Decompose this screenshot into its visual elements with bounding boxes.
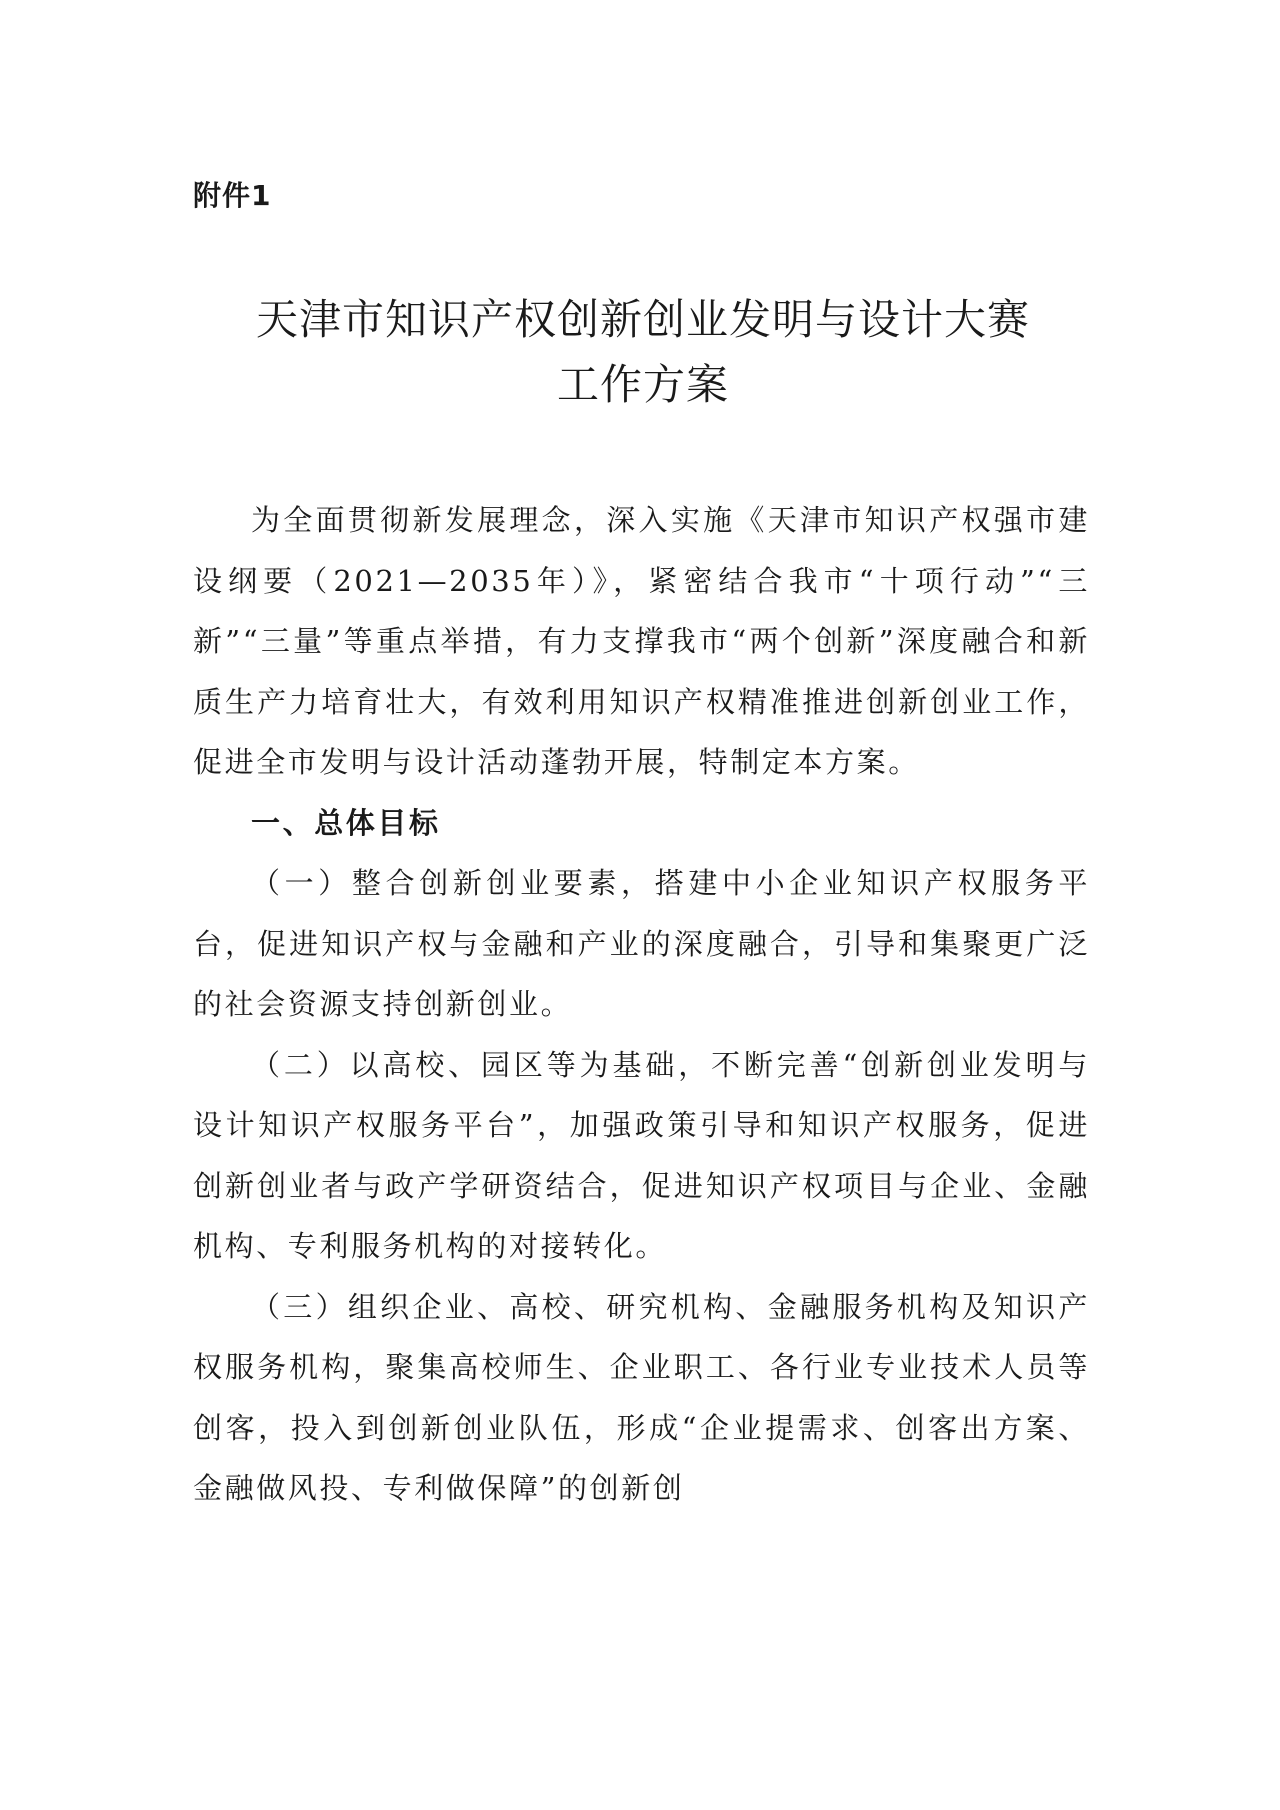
document-title-line-2: 工作方案 bbox=[556, 360, 729, 409]
goal-item-1: （一）整合创新创业要素，搭建中小企业知识产权服务平台，促进知识产权与金融和产业的深度融合，引导和集聚更广泛的社会资源支持创新创业。 bbox=[193, 866, 1090, 1021]
document-body bbox=[193, 490, 1090, 1519]
intro-paragraph: 为全面贯彻新发展理念，深入实施《天津市知识产权强市建设纲要（2021—2035年）》，紧密结合我市“十项行动”“三新”“三量”等重点举措，有力支撑我市“两个创新”深度融合和新质生产力培育壮大，有效利用知识产权精准推进创新创业工作，促进全市发明与设计活动蓬勃开展，特制定本方案。 bbox=[193, 503, 1090, 779]
goal-item-3: （三）组织企业、高校、研究机构、金融服务机构及知识产权服务机构，聚集高校师生、企业职工、各行业专业技术人员等创客，投入到创新创业队伍，形成“企业提需求、创客出方案、金融做风投、专利做保障”的创新创 bbox=[193, 1289, 1090, 1505]
goal-item-2: （二）以高校、园区等为基础，不断完善“创新创业发明与设计知识产权服务平台”，加强政策引导和知识产权服务，促进创新创业者与政产学研资结合，促进知识产权项目与企业、金融机构、专利服务机构的对接转化。 bbox=[193, 1047, 1090, 1263]
section-heading-overall-goals: 一、总体目标 bbox=[251, 805, 441, 840]
attachment-label: 附件1 bbox=[193, 179, 272, 212]
document-title-line-1: 天津市知识产权创新创业发明与设计大赛 bbox=[255, 295, 1030, 344]
